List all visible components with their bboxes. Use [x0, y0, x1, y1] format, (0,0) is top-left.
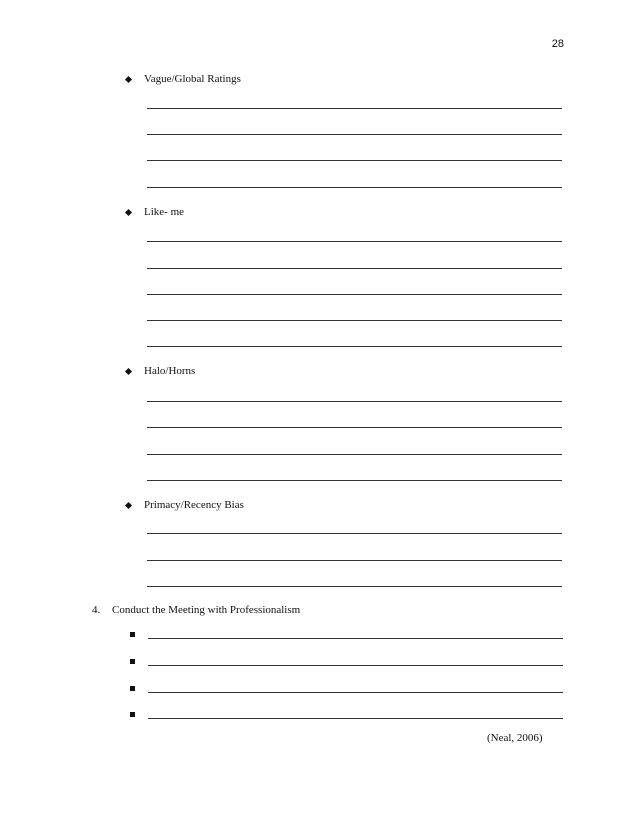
page-number: 28 [551, 38, 564, 50]
square-bullet-icon [130, 659, 135, 664]
blank-answer-line [147, 294, 562, 295]
blank-answer-line [147, 187, 562, 188]
blank-answer-line [148, 665, 563, 666]
blank-answer-line [148, 718, 563, 719]
square-bullet-icon [130, 632, 135, 637]
bullet-item-primacy-recency-bias [124, 499, 244, 511]
bullet-heading-label: Like- me [144, 206, 185, 218]
diamond-bullet-icon [125, 367, 132, 374]
blank-answer-line [147, 586, 562, 587]
diamond-bullet-icon [125, 75, 132, 82]
item-text: Conduct the Meeting with Professionalism [112, 604, 301, 616]
diamond-bullet-icon [125, 501, 132, 508]
blank-answer-line [147, 480, 562, 481]
blank-answer-line [147, 401, 562, 402]
bullet-heading-label: Halo/Horns [144, 365, 196, 377]
blank-answer-line [147, 346, 562, 347]
bullet-item-vague-global-ratings [124, 73, 241, 85]
blank-answer-line [147, 533, 562, 534]
numbered-item [92, 604, 300, 616]
blank-answer-line [147, 454, 562, 455]
blank-answer-line [147, 241, 562, 242]
diamond-bullet-icon [125, 208, 132, 215]
blank-answer-line [148, 692, 563, 693]
item-number: 4. [92, 604, 101, 616]
blank-answer-line [147, 160, 562, 161]
blank-answer-line [147, 134, 562, 135]
blank-answer-line [148, 638, 563, 639]
blank-answer-line [147, 320, 562, 321]
bullet-heading-label: Vague/Global Ratings [144, 73, 241, 85]
bullet-item-halo-horns [124, 365, 195, 377]
blank-answer-line [147, 268, 562, 269]
blank-answer-line [147, 427, 562, 428]
bullet-heading-label: Primacy/Recency Bias [144, 499, 244, 511]
square-bullet-icon [130, 686, 135, 691]
blank-answer-line [147, 560, 562, 561]
citation: (Neal, 2006) [487, 732, 543, 744]
blank-answer-line [147, 108, 562, 109]
bullet-item-like-me [124, 206, 184, 218]
square-bullet-icon [130, 712, 135, 717]
